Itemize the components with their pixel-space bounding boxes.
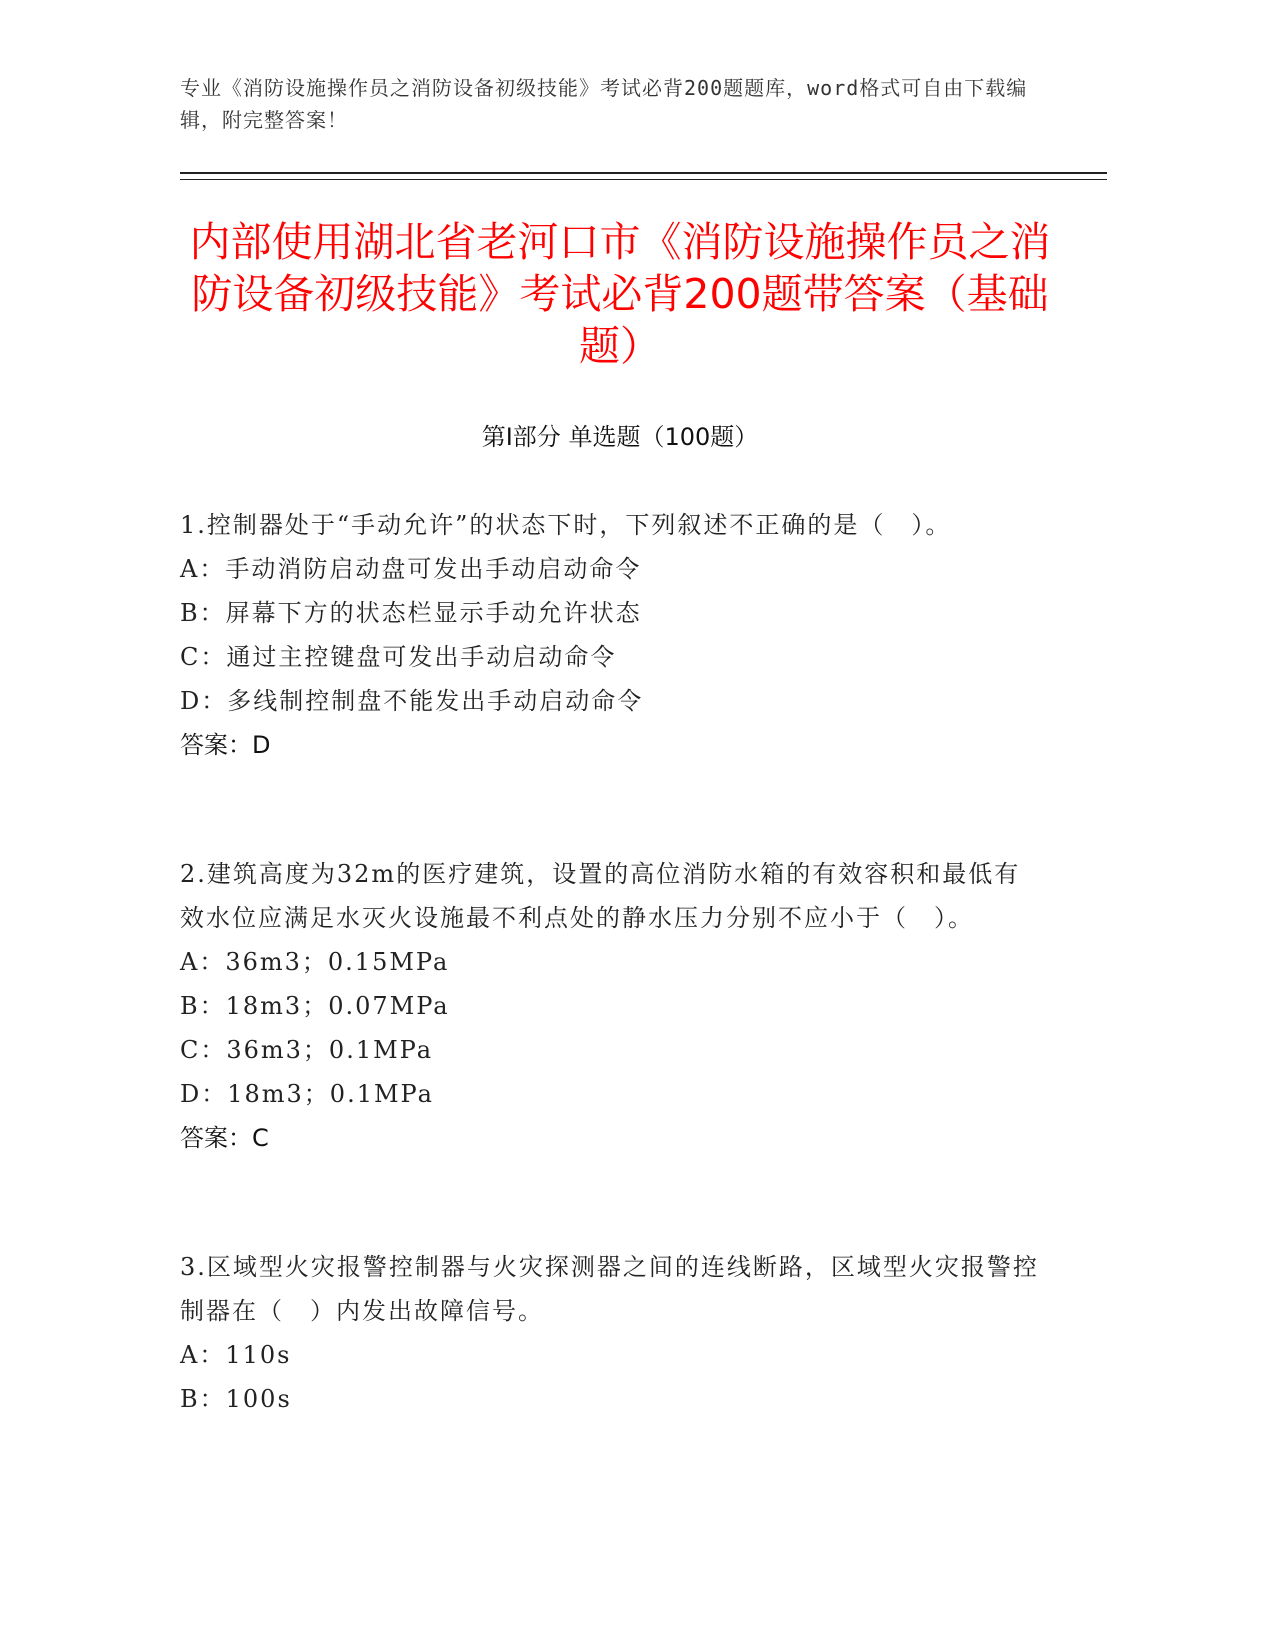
option-c: C：通过主控键盘可发出手动启动命令	[180, 643, 617, 671]
question-stem: 1.控制器处于“手动允许”的状态下时，下列叙述不正确的是（ ）。	[180, 511, 952, 539]
answer: 答案：C	[180, 1124, 269, 1152]
option-a: A：36m3；0.15MPa	[180, 948, 450, 976]
answer: 答案：D	[180, 731, 271, 759]
header-note: 专业《消防设施操作员之消防设备初级技能》考试必背200题题库，word格式可自由下载编辑，附完整答案！	[180, 76, 1028, 132]
option-c: C：36m3；0.1MPa	[180, 1036, 434, 1064]
option-d: D：多线制控制盘不能发出手动启动命令	[180, 687, 644, 715]
header-rule-thin	[180, 179, 1107, 180]
option-b: B：18m3；0.07MPa	[180, 992, 450, 1020]
document-title: 内部使用湖北省老河口市《消防设施操作员之消防设备初级技能》考试必背200题带答案（基础题）	[189, 218, 1051, 370]
question-stem: 3.区域型火灾报警控制器与火灾探测器之间的连线断路，区域型火灾报警控制器在（ ）内发出故障信号。	[180, 1253, 1039, 1325]
question-1	[180, 503, 1040, 767]
option-d: D：18m3；0.1MPa	[180, 1080, 434, 1108]
question-3	[180, 1245, 1040, 1421]
option-b: B：屏幕下方的状态栏显示手动允许状态	[180, 599, 642, 627]
question-stem: 2.建筑高度为32m的医疗建筑，设置的高位消防水箱的有效容积和最低有效水位应满足水灭火设施最不利点处的静水压力分别不应小于（ ）。	[180, 860, 1021, 932]
option-b: B：100s	[180, 1385, 292, 1413]
header-rule-thick	[180, 172, 1107, 174]
question-2	[180, 852, 1040, 1160]
option-a: A：110s	[180, 1341, 292, 1369]
section-heading: 第Ⅰ部分 单选题（100题）	[481, 423, 759, 451]
option-a: A：手动消防启动盘可发出手动启动命令	[180, 555, 642, 583]
